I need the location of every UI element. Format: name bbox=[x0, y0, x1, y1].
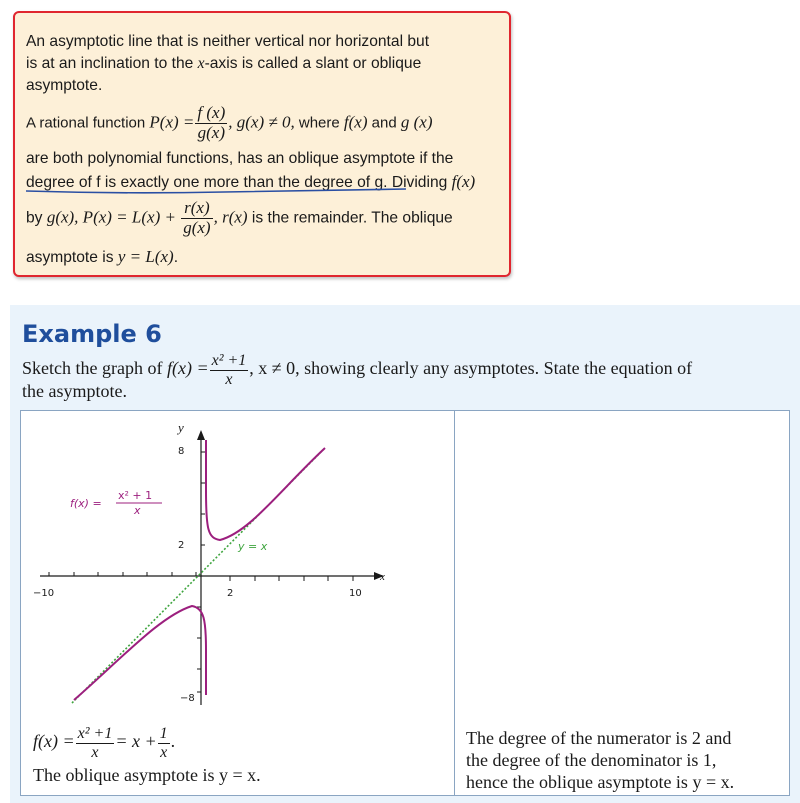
sol-fraction-1 bbox=[76, 725, 115, 761]
y-axis-label: y bbox=[178, 420, 184, 435]
def-rational-text: A rational function bbox=[26, 114, 150, 132]
x-tick-label-10: 10 bbox=[349, 588, 362, 599]
def-line-2 bbox=[26, 55, 421, 73]
question-text: Sketch the graph of bbox=[22, 358, 167, 379]
y-tick-label-neg8: −8 bbox=[180, 693, 195, 704]
sol-fraction-2 bbox=[158, 725, 170, 761]
def-frac-den: g(x) bbox=[197, 122, 226, 142]
def-period: . bbox=[173, 249, 179, 266]
curve-label-lhs: f(x) = bbox=[70, 497, 102, 510]
def-line-8 bbox=[26, 247, 178, 267]
def-frac2-num: r(x) bbox=[181, 199, 212, 219]
def-g-of-x: g (x) bbox=[400, 112, 433, 132]
y-tick-label-8: 8 bbox=[178, 446, 185, 457]
asymptote-label: y = x bbox=[238, 540, 268, 553]
question-frac-num: x² +1 bbox=[211, 352, 247, 369]
sol-frac2-den: x bbox=[160, 743, 168, 761]
curve-label-num: x² + 1 bbox=[118, 489, 153, 502]
def-remainder: r(x) bbox=[222, 207, 248, 227]
def-line-3: asymptote. bbox=[26, 77, 103, 94]
def-line-2-rest: -axis is called a slant or oblique bbox=[204, 55, 422, 72]
def-underlined-text: degree of f is exactly one more than the degree of g. bbox=[26, 174, 388, 191]
def-dividing: Dividing bbox=[387, 174, 452, 191]
curve-label-den: x bbox=[134, 504, 141, 517]
question-fraction bbox=[210, 352, 249, 388]
question-rest: , x ≠ 0, showing clearly any asymptotes. State the equation of bbox=[249, 358, 693, 379]
def-line-2-text: is at an inclination to the bbox=[26, 55, 198, 72]
def-remainder-text: is the remainder. The oblique bbox=[247, 209, 453, 227]
def-line-1: An asymptotic line that is neither vertical nor horizontal but bbox=[26, 33, 430, 50]
def-p-of-x: P(x) = bbox=[149, 112, 195, 132]
def-asymptote-is: asymptote is bbox=[26, 249, 118, 266]
sol-frac1-den: x bbox=[91, 743, 99, 761]
question-frac-den: x bbox=[225, 370, 233, 388]
def-division-expr: g(x), P(x) = L(x) + bbox=[46, 207, 181, 227]
def-condition: , g(x) ≠ 0, bbox=[228, 112, 295, 132]
def-fraction-r-over-g bbox=[181, 199, 212, 237]
y-tick-label-2: 2 bbox=[178, 540, 185, 551]
def-frac2-den: g(x) bbox=[183, 217, 211, 237]
left-solution-conclusion: The oblique asymptote is y = x. bbox=[33, 765, 261, 785]
sol-dot: . bbox=[170, 731, 176, 752]
sol-frac2-num: 1 bbox=[159, 725, 168, 742]
y-axis-arrow bbox=[197, 430, 205, 440]
curve-branch-right bbox=[206, 440, 325, 540]
question-f-of-x: f(x) = bbox=[166, 358, 209, 379]
def-line-7 bbox=[26, 199, 453, 237]
x-tick-label-neg10: −10 bbox=[33, 588, 55, 599]
x-axis-label: x bbox=[380, 571, 385, 583]
example-question-line-2: the asymptote. bbox=[22, 381, 127, 401]
def-line-5: are both polynomial functions, has an oblique asymptote if the bbox=[26, 150, 454, 167]
sol-f-of-x: f(x) = bbox=[33, 731, 75, 752]
left-solution-equation bbox=[33, 725, 175, 761]
right-solution-line-1: The degree of the numerator is 2 and bbox=[466, 728, 732, 748]
hand-underline bbox=[24, 186, 408, 196]
sol-frac1-num: x² +1 bbox=[77, 725, 113, 742]
curve-branch-left bbox=[74, 606, 206, 700]
sol-equals-x-plus: = x + bbox=[115, 731, 157, 752]
def-y-equals-l: y = L(x) bbox=[117, 247, 174, 266]
right-solution-line-3: hence the oblique asymptote is y = x. bbox=[466, 772, 735, 792]
def-by: by bbox=[26, 209, 47, 227]
def-frac-num: f (x) bbox=[197, 103, 226, 122]
x-tick-label-2: 2 bbox=[227, 588, 234, 599]
def-where: where bbox=[294, 114, 344, 132]
def-comma: , bbox=[213, 207, 223, 227]
example-title: Example 6 bbox=[22, 320, 162, 348]
def-dividing-f: f(x) bbox=[451, 172, 476, 191]
def-fraction-f-over-g bbox=[195, 104, 227, 142]
def-line-2-var: x bbox=[197, 55, 205, 72]
def-line-4 bbox=[26, 104, 433, 142]
right-solution-line-2: the degree of the denominator is 1, bbox=[466, 750, 717, 770]
def-and: and bbox=[367, 114, 401, 132]
graph bbox=[20, 410, 455, 710]
def-f-of-x: f(x) bbox=[343, 112, 368, 132]
